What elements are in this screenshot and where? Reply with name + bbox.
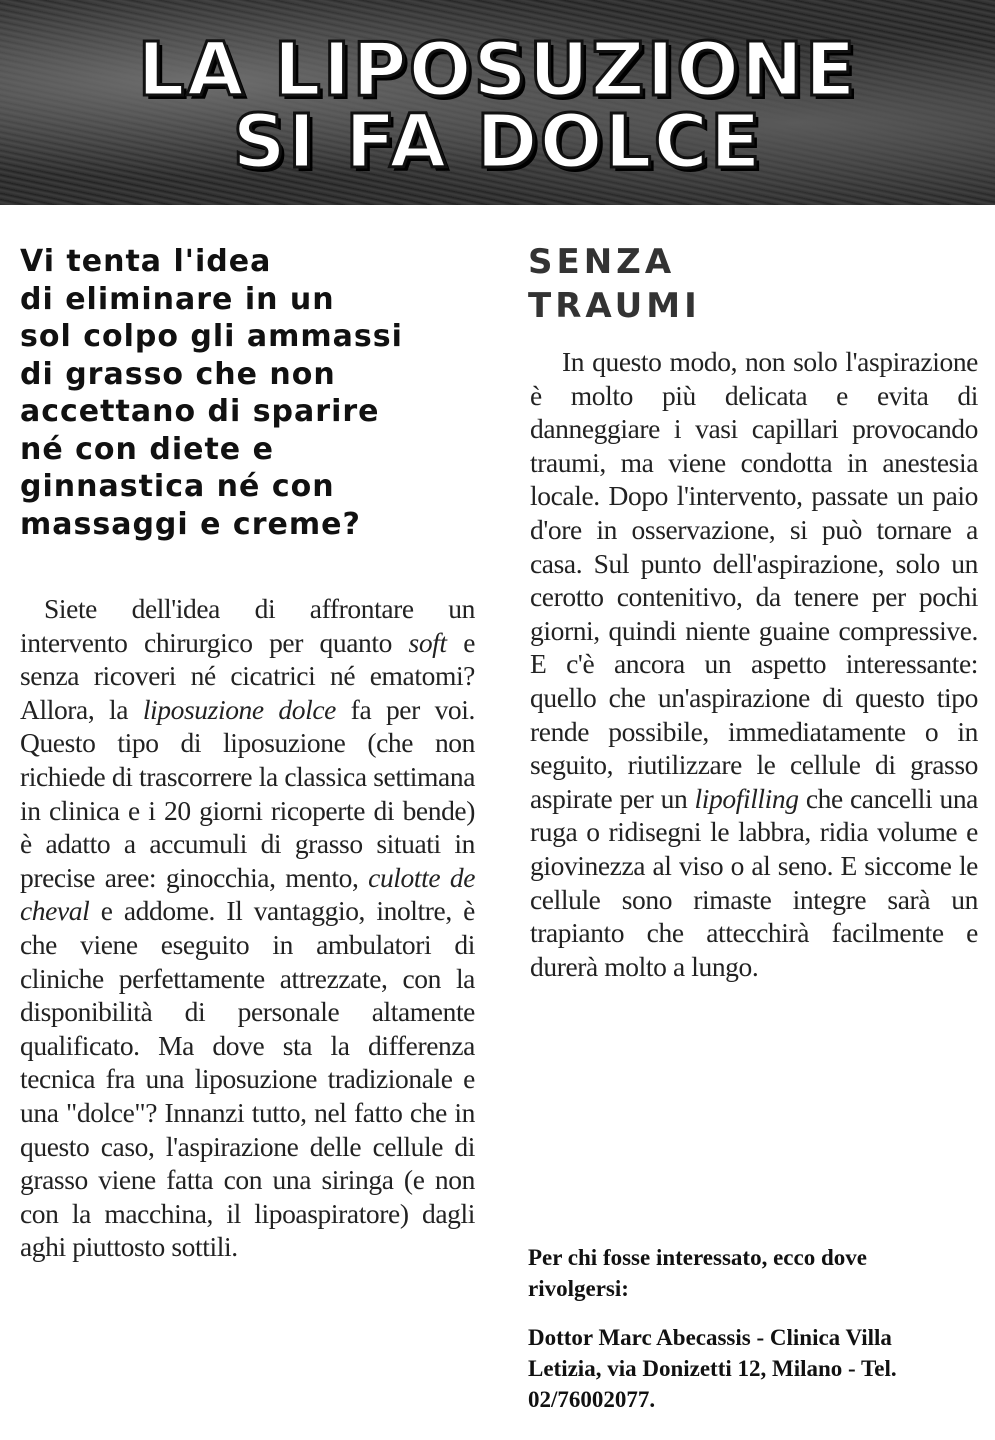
right-paragraph	[530, 345, 978, 983]
text-run: Siete dell'idea di affrontare un intervento chirurgico per quanto	[20, 593, 475, 658]
headline-line-1: LA LIPOSUZIONE	[137, 27, 858, 113]
right-column-body	[530, 345, 978, 983]
contact-intro	[528, 1242, 968, 1304]
deck-line: ginnastica né con	[20, 469, 335, 504]
subhead-senza-traumi	[528, 240, 828, 328]
text-run: che cancelli una ruga o ridisegni le labbra, ridia volume e giovinezza al viso o al seno. E siccome le cellule sono rimaste integre sarà un trapianto che attecchirà facilmente e durerà molto a lungo.	[530, 782, 978, 982]
deck-line: di eliminare in un	[20, 281, 335, 317]
left-paragraph	[20, 592, 475, 1264]
left-column-body	[20, 592, 475, 1264]
text-run: e addome. Il vantaggio, inoltre, è che viene eseguito in ambulatori di cliniche perfettamente attrezzate, con la disponibilità di personale altamente qualificato. Ma dove sta la differenza tecnica fra una liposuzione tradizionale e una "dolce"? Innanzi tutto, nel fatto che in questo caso, l'aspirazione delle cellule di grasso viene fatta con una siringa (e non con la macchina, il lipoaspiratore) dagli aghi piuttosto sottili.	[20, 895, 475, 1263]
text-run: In questo modo, non solo l'aspirazione è molto più delicata e evita di danneggiare i vasi capillari provocando traumi, ma viene condotta in anestesia locale. Dopo l'intervento, passate un paio d'ore in osservazione, si può tornare a casa. Sul punto dell'aspirazione, solo un cerotto contenitivo, da tenere per pochi giorni, quindi niente guaine compressive. E c'è ancora un aspetto interessante: quello che un'aspirazione di questo tipo rende possibile, immediatamente o in seguito, riutilizzare le cellule di grasso aspirate per un	[530, 346, 978, 814]
deck-intro	[20, 243, 500, 543]
contact-intro-text: Per chi fosse interessato, ecco dove rivolgersi:	[528, 1245, 867, 1301]
deck-line: accettano di sparire	[20, 394, 380, 429]
contact-details-text: Dottor Marc Abecassis - Clinica Villa Letizia, via Donizetti 12, Milano - Tel. 02/76002077.	[528, 1325, 897, 1412]
contact-details	[528, 1322, 968, 1415]
deck-line: Vi tenta l'idea	[20, 244, 272, 279]
deck-line: di grasso che non	[20, 356, 336, 392]
italic-liposuzione-dolce: liposuzione dolce	[142, 693, 336, 725]
deck-line: massaggi e creme?	[20, 506, 361, 542]
subhead-line-1: SENZA	[528, 242, 676, 282]
italic-soft: soft	[408, 626, 447, 658]
subhead-line-2: TRAUMI	[528, 286, 701, 326]
italic-culotte-de-cheval: culotte de cheval	[20, 861, 475, 927]
headline-banner	[0, 0, 995, 205]
text-run: fa per voi. Questo tipo di liposuzione (che non richiede di trascorrere la classica settimana in clinica e i 20 giorni ricoperte di bende) è adatto a accumuli di grasso situati in precise aree: ginocchia, mento,	[20, 693, 475, 893]
italic-lipofilling: lipofilling	[694, 782, 799, 814]
text-run: e senza ricoveri né cicatrici né ematomi? Allora, la	[20, 626, 475, 725]
deck-line: sol colpo gli ammassi	[20, 319, 403, 354]
headline-line-2: SI FA DOLCE	[232, 99, 763, 185]
deck-line: né con diete e	[20, 431, 274, 467]
